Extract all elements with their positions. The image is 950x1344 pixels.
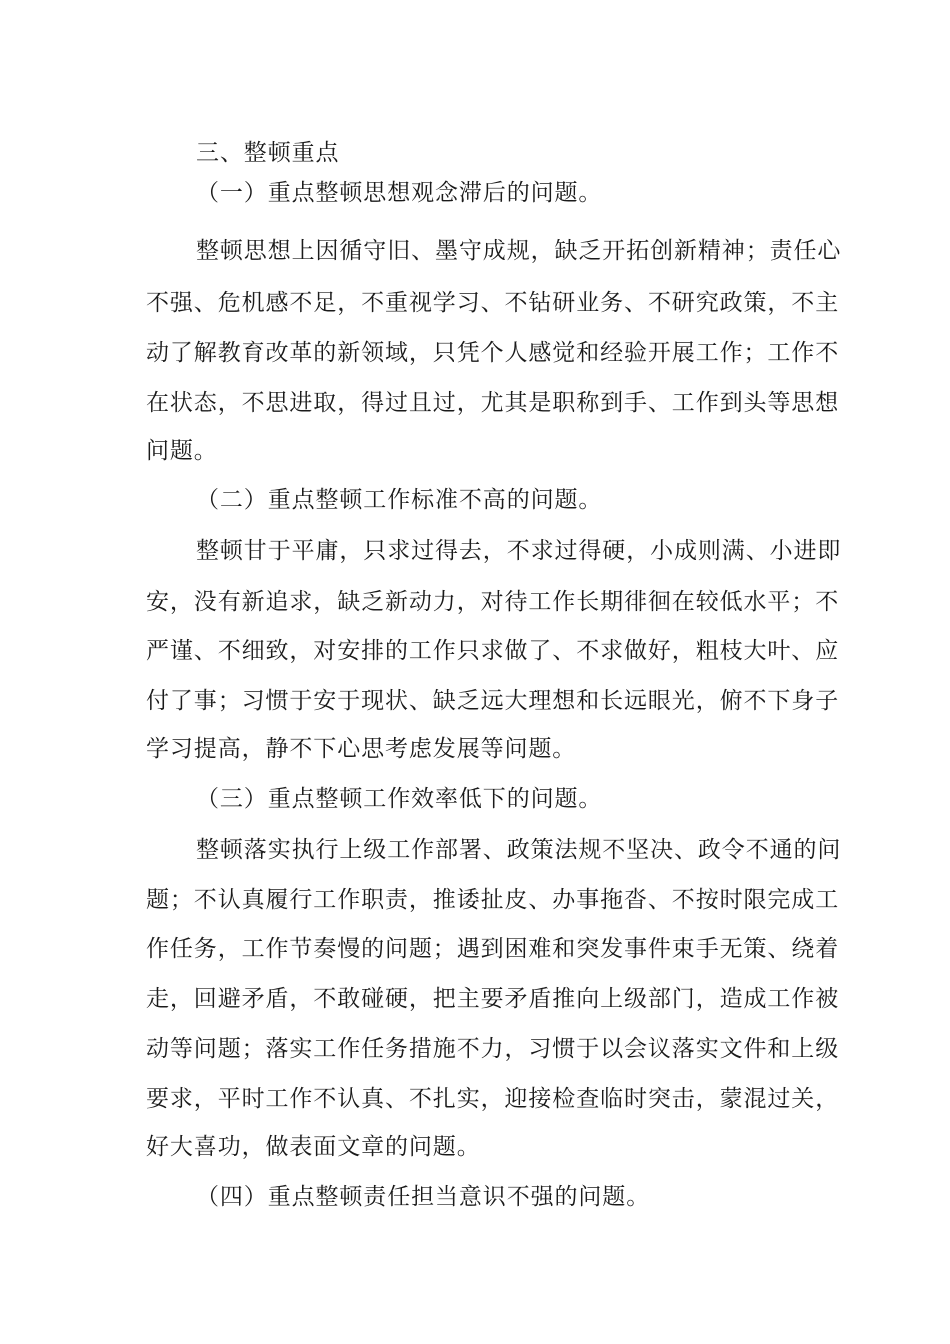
paragraph-line: 作任务，工作节奏慢的问题；遇到困难和突发事件束手无策、绕着 bbox=[146, 936, 840, 962]
paragraph-line: 要求，平时工作不认真、不扎实，迎接检查临时突击，蒙混过关， bbox=[146, 1086, 840, 1112]
paragraph-line: 付了事；习惯于安于现状、缺乏远大理想和长远眼光，俯不下身子 bbox=[146, 688, 840, 714]
subsection-heading-4: （四）重点整顿责任担当意识不强的问题。 bbox=[196, 1184, 651, 1210]
paragraph-line: 问题。 bbox=[146, 438, 218, 464]
paragraph-line: 严谨、不细致，对安排的工作只求做了、不求做好，粗枝大叶、应 bbox=[146, 638, 840, 664]
paragraph-line: 动等问题；落实工作任务措施不力，习惯于以会议落实文件和上级 bbox=[146, 1036, 840, 1062]
paragraph-line: 题；不认真履行工作职责，推诿扯皮、办事拖沓、不按时限完成工 bbox=[146, 887, 840, 913]
paragraph-line: 动了解教育改革的新领域，只凭个人感觉和经验开展工作；工作不 bbox=[146, 340, 840, 366]
paragraph-line: 整顿落实执行上级工作部署、政策法规不坚决、政令不通的问 bbox=[196, 837, 842, 863]
paragraph-line: 学习提高，静不下心思考虑发展等问题。 bbox=[146, 736, 577, 762]
subsection-heading-3: （三）重点整顿工作效率低下的问题。 bbox=[196, 786, 603, 812]
subsection-heading-2: （二）重点整顿工作标准不高的问题。 bbox=[196, 487, 603, 513]
paragraph-line: 在状态，不思进取，得过且过，尤其是职称到手、工作到头等思想 bbox=[146, 390, 840, 416]
paragraph-line: 整顿甘于平庸，只求过得去，不求过得硬，小成则满、小进即 bbox=[196, 538, 842, 564]
paragraph-line: 不强、危机感不足，不重视学习、不钻研业务、不研究政策，不主 bbox=[146, 290, 840, 316]
section-heading: 三、整顿重点 bbox=[196, 140, 340, 166]
paragraph-line: 好大喜功，做表面文章的问题。 bbox=[146, 1134, 481, 1160]
paragraph-line: 整顿思想上因循守旧、墨守成规，缺乏开拓创新精神；责任心 bbox=[196, 238, 842, 264]
subsection-heading-1: （一）重点整顿思想观念滞后的问题。 bbox=[196, 180, 603, 206]
paragraph-line: 走，回避矛盾，不敢碰硬，把主要矛盾推向上级部门，造成工作被 bbox=[146, 986, 840, 1012]
paragraph-line: 安，没有新追求，缺乏新动力，对待工作长期徘徊在较低水平；不 bbox=[146, 589, 840, 615]
